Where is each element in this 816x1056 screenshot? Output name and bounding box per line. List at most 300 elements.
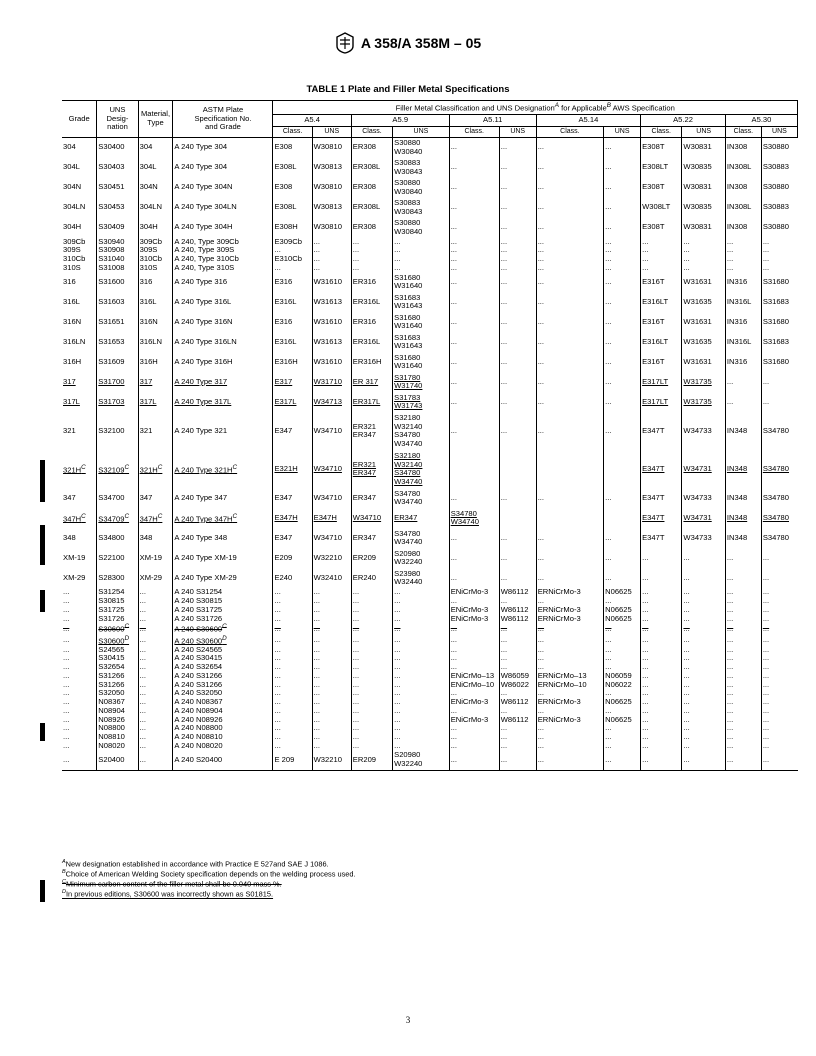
table-cell: 304L [138, 158, 173, 178]
table-cell: ER308L [351, 198, 392, 218]
table-cell: ... [725, 255, 761, 264]
table-cell: S34700 [97, 488, 138, 508]
table-cell: 317 [138, 372, 173, 392]
table-cell: S30409 [97, 218, 138, 238]
table-cell: A 240 S20400 [173, 750, 273, 770]
table-cell: ... [682, 724, 726, 733]
table-cell: ... [138, 588, 173, 597]
table-cell: W86112 [499, 588, 536, 597]
table-cell: IN348 [725, 528, 761, 548]
table-cell: ... [351, 623, 392, 634]
table-cell: ... [641, 246, 682, 255]
table-cell: ... [312, 615, 351, 624]
table-cell: ... [393, 646, 450, 655]
table-cell: 304N [63, 182, 82, 192]
table-cell: ... [604, 158, 641, 178]
table-cell: N06625 [604, 698, 641, 707]
table-cell: ... [449, 264, 499, 273]
table-cell: E347 [273, 528, 312, 548]
table-cell: S32180 W32140 S34780 W34740 [393, 450, 450, 488]
table-cell: ... [682, 698, 726, 707]
table-cell: E316T [641, 312, 682, 332]
table-cell: ... [273, 588, 312, 597]
table-cell: W31735 [682, 392, 726, 412]
table-cell: ... [449, 597, 499, 606]
table-cell: S31683 [761, 332, 797, 352]
table-cell: ... [312, 623, 351, 634]
table-cell: ... [761, 681, 797, 690]
table-cell: ... [351, 672, 392, 681]
table-row [62, 218, 798, 238]
table-cell: ... [604, 742, 641, 751]
table-cell: ER316 [351, 312, 392, 332]
table-cell: A 240 $S30600^C$ [173, 623, 273, 634]
table-cell: ... [138, 654, 173, 663]
table-cell: S30403 [97, 158, 138, 178]
table-cell: ... [536, 292, 603, 312]
table-cell: $S30600^D$ [97, 635, 138, 646]
table-cell: ... [641, 615, 682, 624]
table-row [62, 623, 798, 634]
table-cell: ... [725, 724, 761, 733]
table-cell: ... [449, 218, 499, 238]
table-cell: A 240 Type XM-29 [173, 568, 273, 588]
header-uns-sub: UNS [761, 126, 797, 137]
table-cell: ... [682, 646, 726, 655]
table-cell: ... [393, 238, 450, 247]
table-cell: ... [725, 672, 761, 681]
table-cell: XM-29 [63, 573, 86, 583]
table-row [62, 568, 798, 588]
table-cell: ... [536, 654, 603, 663]
header-spec-a5-11: A5.11 [449, 115, 536, 127]
table-cell: ... [273, 635, 312, 646]
table-cell: ... [725, 698, 761, 707]
table-cell: ... [499, 623, 536, 634]
table-cell: ... [63, 645, 70, 654]
table-cell: 304LN [63, 202, 86, 212]
table-cell: ... [725, 646, 761, 655]
table-cell: ... [62, 750, 97, 770]
table-cell: ... [312, 724, 351, 733]
table-cell: N08904 [97, 707, 138, 716]
table-cell: W31635 [682, 292, 726, 312]
table-cell: ... [761, 716, 797, 725]
table-cell: ... [312, 588, 351, 597]
table-cell: ... [761, 707, 797, 716]
table-cell: ERNiCrMo-3 [536, 716, 603, 725]
header-spec-a5-14: A5.14 [536, 115, 640, 127]
table-cell: ... [312, 672, 351, 681]
table-cell: IN316 [725, 272, 761, 292]
table-cell: ... [138, 606, 173, 615]
table-cell: ... [536, 707, 603, 716]
table-cell: IN308 [725, 218, 761, 238]
table-cell: ... [682, 716, 726, 725]
table-cell: ... [449, 548, 499, 568]
table-cell: ... [641, 646, 682, 655]
table-cell: ... [449, 707, 499, 716]
page-number: 3 [405, 1015, 411, 1025]
table-cell: A 240 S30815 [173, 597, 273, 606]
table-cell: ... [138, 716, 173, 725]
table-cell: ... [725, 742, 761, 751]
table-cell: N06625 [604, 606, 641, 615]
table-cell: ... [641, 238, 682, 247]
table-cell: A 240 Type 304H [173, 218, 273, 238]
table-cell: ... [682, 654, 726, 663]
table-cell: 347 [138, 488, 173, 508]
table-cell: ... [761, 238, 797, 247]
table-cell: ... [604, 750, 641, 770]
table-cell: ... [761, 742, 797, 751]
table-cell: ... [273, 646, 312, 655]
table-cell: ER347 [351, 488, 392, 508]
table-cell: ... [536, 312, 603, 332]
plate-filler-table [62, 100, 798, 771]
table-cell: N08367 [97, 698, 138, 707]
table-cell: ... [449, 372, 499, 392]
table-row [62, 238, 798, 247]
table-cell: S31254 [97, 588, 138, 597]
table-cell: S34780 [761, 508, 797, 528]
table-cell: ... [449, 663, 499, 672]
table-row [62, 742, 798, 751]
table-cell: ... [641, 689, 682, 698]
table-cell: 304N [138, 178, 173, 198]
table-cell: IN348 [725, 450, 761, 488]
table-cell: ... [499, 528, 536, 548]
table-row [62, 646, 798, 655]
table-cell: ... [312, 689, 351, 698]
table-cell: ... [682, 548, 726, 568]
table-cell: ER308 [351, 178, 392, 198]
table-cell: W34710 [312, 488, 351, 508]
table-cell: A 240 N08020 [173, 742, 273, 751]
table-cell: ... [312, 238, 351, 247]
table-cell: ... [536, 689, 603, 698]
table-cell: ER316 [351, 272, 392, 292]
table-cell: ... [725, 392, 761, 412]
table-cell: ... [536, 198, 603, 218]
table-cell: ... [604, 654, 641, 663]
table-cell: ... [761, 606, 797, 615]
table-cell: S23980 W32440 [393, 568, 450, 588]
table-cell: ... [312, 606, 351, 615]
table-cell: S34780 [761, 412, 797, 450]
table-cell: E316 [273, 312, 312, 332]
table-cell: ER316L [351, 332, 392, 352]
table-cell: ... [641, 698, 682, 707]
table-cell: ... [63, 732, 70, 741]
table-title: TABLE 1 Plate and Filler Metal Specifications [306, 84, 510, 95]
table-cell: A 240 Type 317 [173, 372, 273, 392]
table-cell: ... [499, 724, 536, 733]
table-cell: ERNiCrMo-3 [536, 606, 603, 615]
table-cell: ... [499, 312, 536, 332]
table-cell: ... [682, 264, 726, 273]
table-cell: S31008 [97, 264, 138, 273]
table-cell: ... [273, 716, 312, 725]
table-cell: S30880 W30840 [393, 218, 450, 238]
table-cell: ... [725, 597, 761, 606]
table-cell: 304 [63, 142, 76, 152]
table-cell: W31610 [312, 352, 351, 372]
table-cell: ... [536, 750, 603, 770]
table-cell: ... [725, 264, 761, 273]
table-cell: ... [725, 238, 761, 247]
table-cell: IN316L [725, 332, 761, 352]
table-cell: E308L [273, 198, 312, 218]
table-cell: E347T [641, 412, 682, 450]
table-cell: ... [641, 742, 682, 751]
table-cell: ... [604, 218, 641, 238]
table-cell: N06022 [604, 681, 641, 690]
table-cell: S30415 [97, 654, 138, 663]
table-cell: E347H [312, 508, 351, 528]
table-row [62, 412, 798, 450]
table-cell: ... [682, 689, 726, 698]
table-cell: ER316H [351, 352, 392, 372]
table-cell: ... [351, 588, 392, 597]
table-cell: ER347 [351, 528, 392, 548]
table-cell: A 240 N08926 [173, 716, 273, 725]
table-cell: S31783 W31743 [393, 392, 450, 412]
table-cell: ... [499, 238, 536, 247]
table-cell: ... [604, 255, 641, 264]
table-cell: ... [641, 733, 682, 742]
table-cell: E316H [273, 352, 312, 372]
table-cell: 321 [63, 426, 76, 436]
table-cell: S31609 [97, 352, 138, 372]
table-row [62, 138, 798, 158]
table-cell: 310Cb [63, 254, 86, 263]
table-row [62, 272, 798, 292]
table-cell: S31603 [97, 292, 138, 312]
table-row [62, 488, 798, 508]
table-cell: ... [536, 158, 603, 178]
table-cell: ... [449, 635, 499, 646]
table-cell: ... [536, 332, 603, 352]
table-cell: E321H [273, 450, 312, 488]
table-cell: S31653 [97, 332, 138, 352]
table-cell: ... [536, 272, 603, 292]
table-cell: S31700 [97, 372, 138, 392]
table-cell: ... [536, 264, 603, 273]
table-cell: ... [536, 733, 603, 742]
table-cell: ... [641, 264, 682, 273]
table-cell: E347H [273, 508, 312, 528]
table-cell: ... [499, 548, 536, 568]
table-cell: ER347 [393, 508, 450, 528]
table-cell: W34733 [682, 528, 726, 548]
table-cell: ... [273, 742, 312, 751]
table-cell: A 240, Type 309S [173, 246, 273, 255]
table-cell: ... [449, 488, 499, 508]
table-cell: S31680 W31640 [393, 272, 450, 292]
table-cell: ... [761, 392, 797, 412]
table-cell [536, 508, 603, 528]
header-class: Class. [351, 126, 392, 137]
table-cell: ... [449, 724, 499, 733]
table-cell: S31680 [761, 352, 797, 372]
table-cell: ... [604, 238, 641, 247]
table-cell: ... [641, 750, 682, 770]
table-cell: ... [351, 597, 392, 606]
table-cell: ... [138, 646, 173, 655]
table-cell: ... [604, 312, 641, 332]
table-cell: ... [604, 488, 641, 508]
table-cell: ... [138, 663, 173, 672]
table-row [62, 392, 798, 412]
table-cell: S22100 [97, 548, 138, 568]
table-cell: ... [63, 671, 70, 680]
table-cell: A 240 Type 304LN [173, 198, 273, 218]
table-cell: ... [499, 264, 536, 273]
table-cell: E317L [273, 392, 312, 412]
table-cell: IN308 [725, 138, 761, 158]
footnote: $^A$New designation established in accordance with Practice E 527and SAE J 1086. [62, 859, 329, 869]
table-cell: 317 [63, 377, 76, 387]
table-cell: ... [351, 635, 392, 646]
table-cell: ... [312, 646, 351, 655]
table-cell: A 240 N08800 [173, 724, 273, 733]
table-cell: ... [682, 255, 726, 264]
table-cell: E308L [273, 158, 312, 178]
table-row [62, 548, 798, 568]
table-cell: ... [604, 198, 641, 218]
table-cell: ... [536, 742, 603, 751]
table-cell: ... [393, 597, 450, 606]
table-cell: ... [63, 706, 70, 715]
table-cell: S31680 [761, 272, 797, 292]
table-cell: IN308L [725, 158, 761, 178]
table-cell: ... [725, 615, 761, 624]
table-cell: ... [682, 750, 726, 770]
table-cell: ... [312, 597, 351, 606]
table-cell: A 240, Type 310S [173, 264, 273, 273]
table-cell: S31725 [97, 606, 138, 615]
table-cell: S31680 W31640 [393, 352, 450, 372]
table-cell: ... [351, 716, 392, 725]
table-cell: ... [393, 689, 450, 698]
table-cell: A 240, Type 309Cb [173, 238, 273, 247]
table-cell: ... [138, 672, 173, 681]
table-cell: ... [761, 246, 797, 255]
table-cell: ... [499, 689, 536, 698]
table-cell: N06059 [604, 672, 641, 681]
table-cell: W31631 [682, 352, 726, 372]
table-cell: W86112 [499, 615, 536, 624]
table-row [62, 508, 798, 528]
table-cell: ... [351, 742, 392, 751]
table-cell: ... [725, 707, 761, 716]
table-cell: W34710 [312, 450, 351, 488]
table-cell: ENiCrMo–10 [449, 681, 499, 690]
table-cell: W86112 [499, 698, 536, 707]
header-uns-sub: UNS [312, 126, 351, 137]
table-cell: ... [449, 528, 499, 548]
table-cell: ... [604, 292, 641, 312]
table-cell: ... [273, 654, 312, 663]
table-cell [536, 450, 603, 488]
table-cell: S28300 [97, 568, 138, 588]
header-spec-a5-22: A5.22 [641, 115, 726, 127]
table-cell: ER321 ER347 [351, 412, 392, 450]
table-cell [499, 508, 536, 528]
table-cell: S31266 [97, 681, 138, 690]
table-row [62, 681, 798, 690]
table-cell: ENiCrMo-3 [449, 615, 499, 624]
table-cell: S20980 W32240 [393, 750, 450, 770]
table-cell: 304H [63, 222, 82, 232]
table-cell: ... [273, 615, 312, 624]
table-cell: A 240 S32654 [173, 663, 273, 672]
table-cell: ... [351, 238, 392, 247]
table-cell: S31600 [97, 272, 138, 292]
table-cell: ... [641, 654, 682, 663]
table-cell: E316 [273, 272, 312, 292]
table-cell: W34733 [682, 412, 726, 450]
table-cell: ... [682, 606, 726, 615]
table-cell: A 240 N08810 [173, 733, 273, 742]
table-cell: A 240 Type 316H [173, 352, 273, 372]
table-cell: ... [138, 623, 173, 634]
table-cell: S31726 [97, 615, 138, 624]
table-cell: ... [682, 742, 726, 751]
header-uns-sub: UNS [499, 126, 536, 137]
table-cell: ... [273, 606, 312, 615]
table-cell: E209 [273, 548, 312, 568]
table-cell: 317L [138, 392, 173, 412]
table-cell: ... [273, 264, 312, 273]
table-cell: ... [449, 412, 499, 450]
table-cell: ... [761, 724, 797, 733]
table-cell: S20400 [97, 750, 138, 770]
table-cell: ... [682, 615, 726, 624]
table-cell: W34710 [351, 508, 392, 528]
table-cell: ... [536, 412, 603, 450]
table-cell: ... [449, 158, 499, 178]
table-cell: ... [312, 716, 351, 725]
table-cell: ... [604, 733, 641, 742]
table-cell: ... [138, 698, 173, 707]
table-cell: W32210 [312, 750, 351, 770]
table-cell: ... [536, 246, 603, 255]
table-cell: ... [273, 623, 312, 634]
table-cell: ... [761, 663, 797, 672]
table-cell: S30883 [761, 198, 797, 218]
table-cell: ... [499, 158, 536, 178]
table-cell: ... [449, 352, 499, 372]
table-cell: ... [725, 750, 761, 770]
table-cell: W32210 [312, 548, 351, 568]
table-cell: ... [449, 654, 499, 663]
table-cell: ENiCrMo-3 [449, 698, 499, 707]
table-cell: ... [761, 568, 797, 588]
table-cell: ... [312, 635, 351, 646]
table-cell: S32654 [97, 663, 138, 672]
table-cell: ... [604, 707, 641, 716]
table-cell: ... [63, 680, 70, 689]
table-cell: A 240 Type 347 [173, 488, 273, 508]
table-cell: A 240 N08904 [173, 707, 273, 716]
table-cell: ... [393, 681, 450, 690]
table-row [62, 698, 798, 707]
table-cell: ... [536, 352, 603, 372]
table-cell: S31266 [97, 672, 138, 681]
table-row [62, 716, 798, 725]
